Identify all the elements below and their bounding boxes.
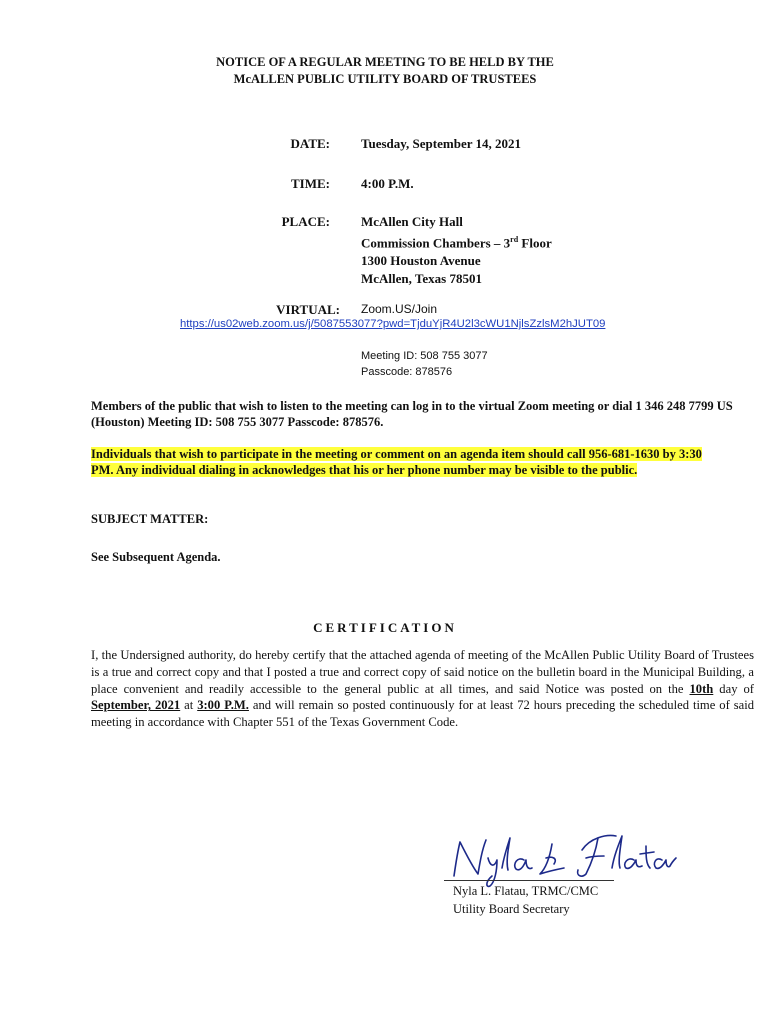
meeting-id: Meeting ID: 508 755 3077 <box>361 350 488 362</box>
notice-title <box>0 54 770 88</box>
cert-text-c: at <box>180 698 198 713</box>
certification-body <box>91 647 754 731</box>
place-label: PLACE: <box>281 214 330 229</box>
place-line-2-floor: Floor <box>518 235 552 251</box>
zoom-link[interactable]: https://us02web.zoom.us/j/5087553077?pwd=TjduYjR4U2l3cWU1NjlsZzlsM2hJUT09 <box>180 318 606 330</box>
cert-text-a: I, the Undersigned authority, do hereby certify that the attached agenda of meeting of the McAllen Public Utility Board of Trustees is a true and correct copy and that I posted a true and correct copy of said notice on the bulletin board in the Municipal Building, a place convenient and readily accessible to the general public at all times, and said Notice was posted on the <box>91 648 754 696</box>
place-line-4: McAllen, Texas 78501 <box>361 271 482 287</box>
place-address <box>361 213 552 288</box>
place-line-1: McAllen City Hall <box>361 214 463 229</box>
subject-text: See Subsequent Agenda. <box>91 550 221 564</box>
time-value: 4:00 P.M. <box>361 176 414 191</box>
participation-line-2: PM. Any individual dialing in acknowledges that his or her phone number may be visible to the public. <box>91 463 638 477</box>
participation-notice <box>91 446 761 478</box>
signatory-block <box>453 882 598 918</box>
signatory-name: Nyla L. Flatau, TRMC/CMC <box>453 884 599 898</box>
place-line-2-sup: rd <box>510 235 519 244</box>
cert-day: 10th <box>689 681 714 696</box>
cert-time: 3:00 P.M. <box>197 698 249 713</box>
virtual-value: Zoom.US/Join <box>361 302 438 316</box>
meeting-credentials <box>361 348 488 380</box>
passcode: Passcode: 878576 <box>361 366 453 378</box>
signatory-title: Utility Board Secretary <box>453 902 570 916</box>
virtual-label: VIRTUAL: <box>276 302 340 317</box>
notice-title-line2: McALLEN PUBLIC UTILITY BOARD OF TRUSTEES <box>233 72 537 86</box>
certification-heading: CERTIFICATION <box>313 620 457 635</box>
place-line-3: 1300 Houston Avenue <box>361 253 481 269</box>
notice-title-line1: NOTICE OF A REGULAR MEETING TO BE HELD BY THE <box>216 55 554 69</box>
cert-text-b: day of <box>713 681 754 696</box>
date-label: DATE: <box>290 136 330 151</box>
subject-heading: SUBJECT MATTER: <box>91 512 209 526</box>
signature-line <box>444 880 614 881</box>
time-label: TIME: <box>291 176 330 191</box>
date-value: Tuesday, September 14, 2021 <box>361 136 521 151</box>
cert-text-d: and will remain so posted continuously for at least 72 hours preceding the scheduled time of said meeting in accordance with Chapter 551 of the Texas Government Code. <box>91 698 755 730</box>
participation-line-1: Individuals that wish to participate in the meeting or comment on an agenda item should call 956-681-1630 by 3:30 <box>91 447 702 461</box>
cert-month-year: September, 2021 <box>91 698 181 713</box>
place-line-2-text: Commission Chambers – 3 <box>361 235 511 251</box>
place-line-2 <box>361 231 552 252</box>
public-listen-notice: Members of the public that wish to listen to the meeting can log in to the virtual Zoom meeting or dial 1 346 248 7799 US (Houston) Meeting ID: 508 755 3077 Passcode: 878576. <box>91 399 733 429</box>
